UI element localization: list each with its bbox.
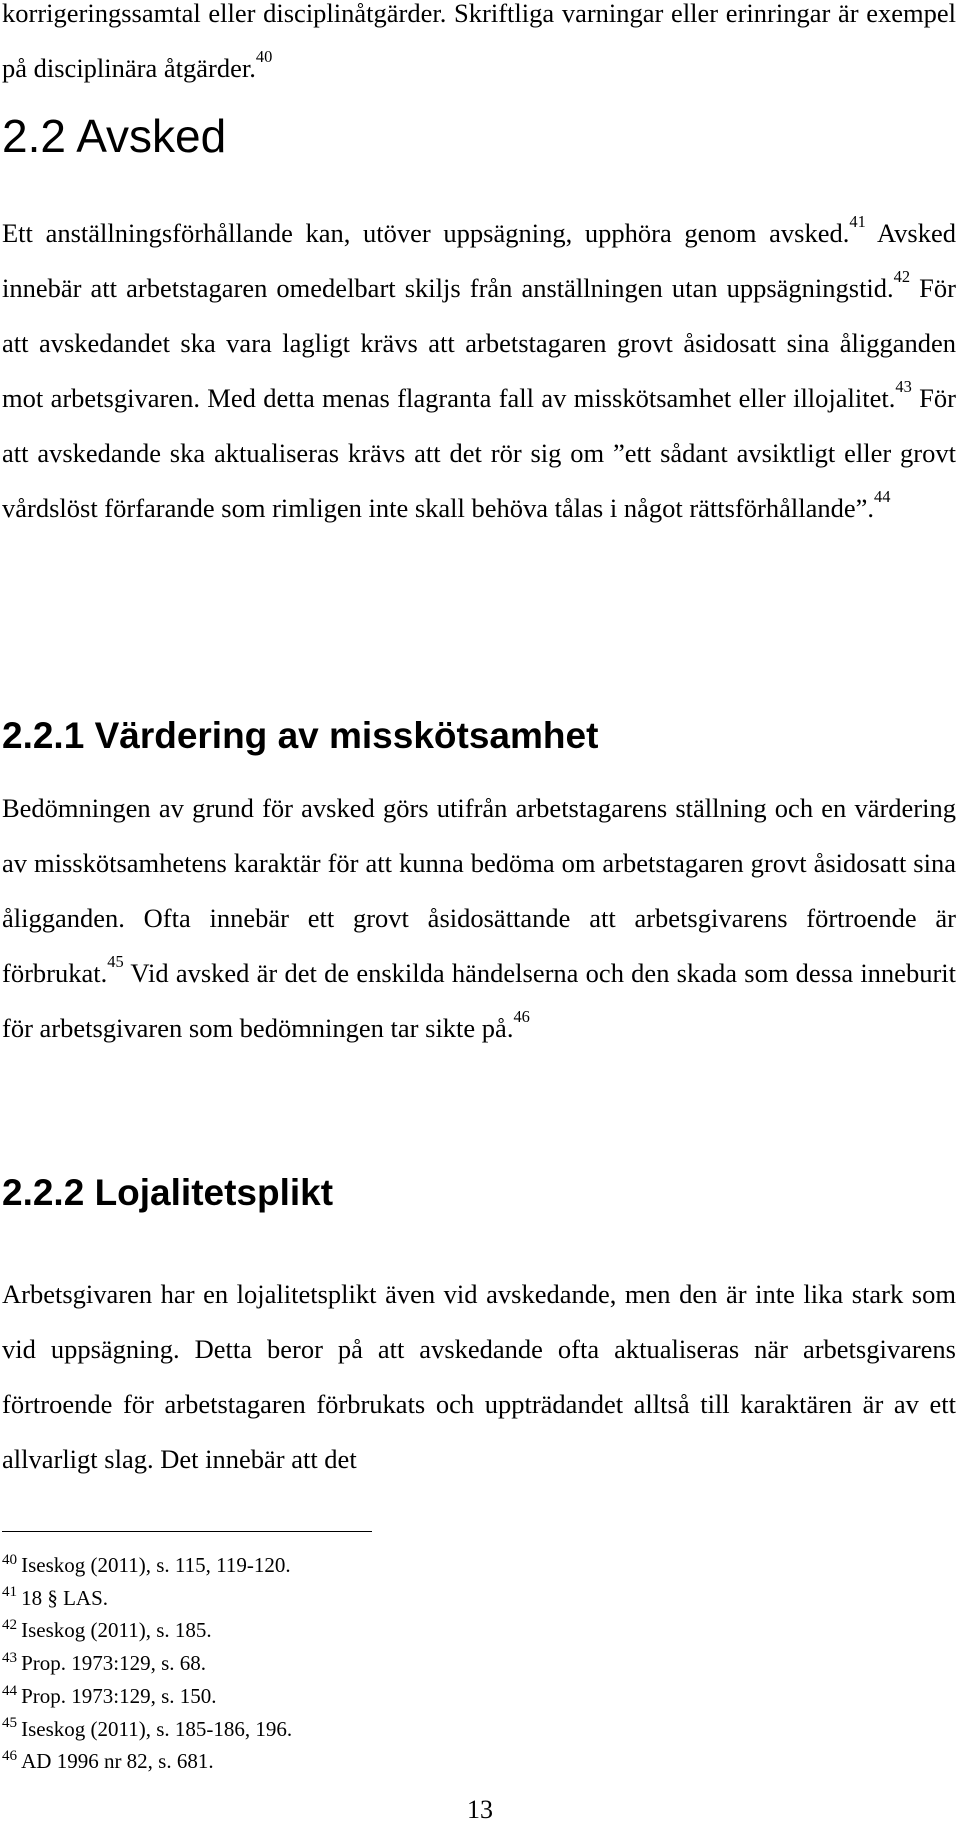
footnote-list [2, 1549, 292, 1778]
section-heading-vardering: 2.2.1 Värdering av misskötsamhet [2, 715, 599, 756]
lojalitetsplikt-paragraph: Arbetsgivaren har en lojalitetsplikt även vid avskedande, men den är inte lika stark som vid uppsägning. Detta beror på att avskedande ofta aktualiseras när arbetsgivarens förtroende för arbetstagaren förbrukats och uppträdandet alltså till karaktären är av ett allvarligt slag. Det innebär att det [2, 1279, 956, 1474]
footnote-43: $^{43}$ Prop. 1973:129, s. 68. [2, 1649, 207, 1676]
intro-paragraph: korrigeringssamtal eller disciplinåtgärder. Skriftliga varningar eller erinringar är exempel på disciplinära åtgärder.$^{40}$ [2, 0, 956, 83]
footnote-45: $^{45}$ Iseskog (2011), s. 185-186, 196. [2, 1715, 293, 1741]
avsked-paragraph: Ett anställningsförhållande kan, utöver uppsägning, upphöra genom avsked.$^{41}$ Avsked innebär att arbetstagaren omedelbart skiljs från anställningen utan uppsägningstid.$^{42}$ För att avskedandet ska vara lagligt krävs att arbetstagaren grovt åsidosatt sina åligganden mot arbetsgivaren. Med detta menas flagranta fall av misskötsamhet eller illojalitet.$^{43}$ För att avskedande ska aktualiseras krävs att det rör sig om ”ett sådant avsiktligt eller grovt vårdslöst förfarande som rimligen inte skall behöva tålas i något rättsförhållande”.$^{44}$ [2, 212, 956, 523]
footnote-ref-42[interactable]: 42 [893, 267, 911, 287]
footnote-ref-43[interactable]: 43 [895, 377, 912, 397]
footnote-ref-41[interactable]: 41 [849, 212, 866, 232]
footnote-ref-45[interactable]: 45 [107, 952, 124, 972]
footnote-42: $^{42}$ Iseskog (2011), s. 185. [2, 1617, 212, 1643]
footnote-40: $^{40}$ Iseskog (2011), s. 115, 119-120. [2, 1551, 291, 1577]
section-heading-lojalitetsplikt: 2.2.2 Lojalitetsplikt [2, 1172, 334, 1213]
footnote-ref-40[interactable]: 40 [255, 47, 273, 67]
footnote-ref-46[interactable]: 46 [513, 1007, 530, 1027]
footnote-ref-44[interactable]: 44 [874, 487, 891, 507]
footnote-46: $^{46}$ AD 1996 nr 82, s. 681. [2, 1747, 214, 1774]
section-heading-avsked: 2.2 Avsked [2, 110, 227, 162]
footnote-44: $^{44}$ Prop. 1973:129, s. 150. [2, 1682, 217, 1708]
vardering-paragraph: Bedömningen av grund för avsked görs utifrån arbetstagarens ställning och en värdering av misskötsamhetens karaktär för att kunna bedöma om arbetstagaren grovt åsidosatt sina åligganden. Ofta innebär ett grovt åsidosättande att arbetsgivarens förtroende är förbrukat.$^{45}$ Vid avsked är det de enskilda händelserna och den skada som dessa inneburit för arbetsgivaren som bedömningen tar sikte på.$^{46}$ [2, 793, 956, 1043]
page-number: 13 [467, 1795, 493, 1824]
footnote-divider [2, 1531, 372, 1532]
footnote-41: $^{41}$ 18 § LAS. [2, 1584, 109, 1610]
